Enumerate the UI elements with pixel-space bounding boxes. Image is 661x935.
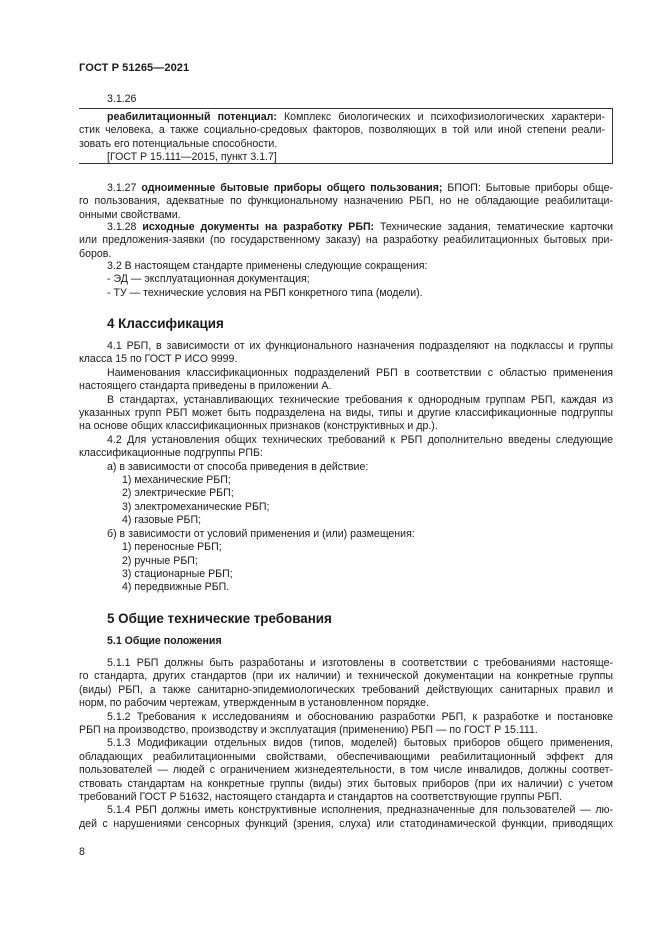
- paragraph-3-1-28: 3.1.28 исходные документы на разработку РБП: Технические задания, тематические карточки или предложения-заявки (по государственному заказу) на разработку реабилитационных бытовых при- боров.: [79, 221, 613, 260]
- subsection-5-1-title: 5.1 Общие положения: [107, 635, 222, 647]
- list-item: 1) механические РБП;: [122, 474, 231, 487]
- list-item: - ТУ — технические условия на РБП конкретного типа (модели).: [107, 286, 423, 299]
- paragraph-3-2: 3.2 В настоящем стандарте применены следующие сокращения: - ЭД — эксплуатационная документация; - ТУ — технические условия на РБП конкретного типа (модели).: [79, 260, 613, 300]
- page-number: 8: [79, 846, 85, 858]
- list-item: 3) электромеханические РБП;: [122, 500, 270, 513]
- term-number: 3.1.26: [107, 93, 137, 105]
- document-header: ГОСТ Р 51265—2021: [79, 62, 190, 74]
- list-item: 3) стационарные РБП;: [122, 567, 233, 580]
- list-item: 4) передвижные РБП.: [122, 581, 230, 594]
- term-definition-box: [79, 108, 613, 164]
- term-line: зовать его потенциальные способности.: [79, 137, 278, 150]
- section-4-body: 4.1 РБП, в зависимости от их функционального назначения подразделяют на подклассы и группы класса 15 по ГОСТ Р ИСО 9999. Наименования классификационных подразделений РБП в соответствии с областью применения настоящего стандарта приведены в приложении А. В стандартах, устанавливающих технические требования к однородным группам РБП, каждая из указанных групп РБП может быть подразделена на виды, типы и другие классификационные подгруппы на основе общих классификационных признаков (конструктивных и др.). 4.2 Для установления общих технических требований к РБП дополнительно введены следующие классификационные подгруппы РПБ: а) в зависимости от способа приведения в действие: 1) механические РБП; 2) электрические РБП; 3) электромеханические РБП; 4) газовые РБП; б) в зависимости от условий применения и (или) размещения: 1) переносные РБП; 2) ручные РБП; 3) стационарные РБП; 4) передвижные РБП.: [79, 340, 613, 594]
- term-line: реабилитационный потенциал: Комплекс биологических и психофизиологических характери-: [107, 111, 605, 123]
- list-item: - ЭД — эксплуатационная документация;: [107, 273, 310, 286]
- term-source: [ГОСТ Р 15.111—2015, пункт 3.1.7]: [107, 151, 277, 164]
- list-label-a: а) в зависимости от способа приведения в действие:: [107, 460, 369, 473]
- list-item: 2) ручные РБП;: [122, 554, 198, 567]
- section-5-title: 5 Общие технические требования: [107, 611, 332, 626]
- box-top-tick: [79, 108, 111, 109]
- paragraph-3-1-27: 3.1.27 одноименные бытовые приборы общего пользования; БПОП: Бытовые приборы обще- го пользования, адекватные по функциональному назначению РБП, но не обладающие реабилитаци- онными свойствами.: [79, 182, 613, 221]
- term-name: реабилитационный потенциал:: [107, 111, 277, 123]
- section-5-body: 5.1.1 РБП должны быть разработаны и изготовлены в соответствии с требованиями настояще- го стандарта, других стандартов (при их наличии) и технической документации на конкретные группы (виды) РБП, а также санитарно-эпидемиологических требований действующих санитарных правил и норм, по рабочим чертежам, утвержденным в установленном порядке. 5.1.2 Требования к исследованиям и обоснованию разработки РБП, к разработке и постановке РБП на производство, производству и эксплуатация (применению) РБП — по ГОСТ Р 15.111. 5.1.3 Модификации отдельных видов (типов, моделей) бытовых приборов общего применения, обладающих реабилитационными свойствами, обеспечивающими реабилитационный эффект для пользователей — людей с ограничением жизнедеятельности, в том числе инвалидов, должны соответ- ствовать стандартам на конкретные группы (виды) этих бытовых приборов (при их наличии) с учетом требований ГОСТ Р 51632, настоящего стандарта и стандартов на соответствующие группы РБП. 5.1.4 РБП должны иметь конструктивные исполнения, предназначенные для пользователей — лю- дей с нарушениями сенсорных функций (зрения, слуха) или статодинамической функции, приводящих: [79, 657, 613, 830]
- section-4-title: 4 Классификация: [107, 316, 224, 331]
- list-item: 1) переносные РБП;: [122, 541, 222, 554]
- list-item: 2) электрические РБП;: [122, 487, 234, 500]
- term-definition: [79, 111, 605, 165]
- term-line: стик человека, а также социально-средовых факторов, позволяющих в той или иной степени реали-: [79, 124, 605, 137]
- list-label-b: б) в зависимости от условий применения и (или) размещения:: [107, 527, 415, 540]
- list-item: 4) газовые РБП;: [122, 514, 202, 527]
